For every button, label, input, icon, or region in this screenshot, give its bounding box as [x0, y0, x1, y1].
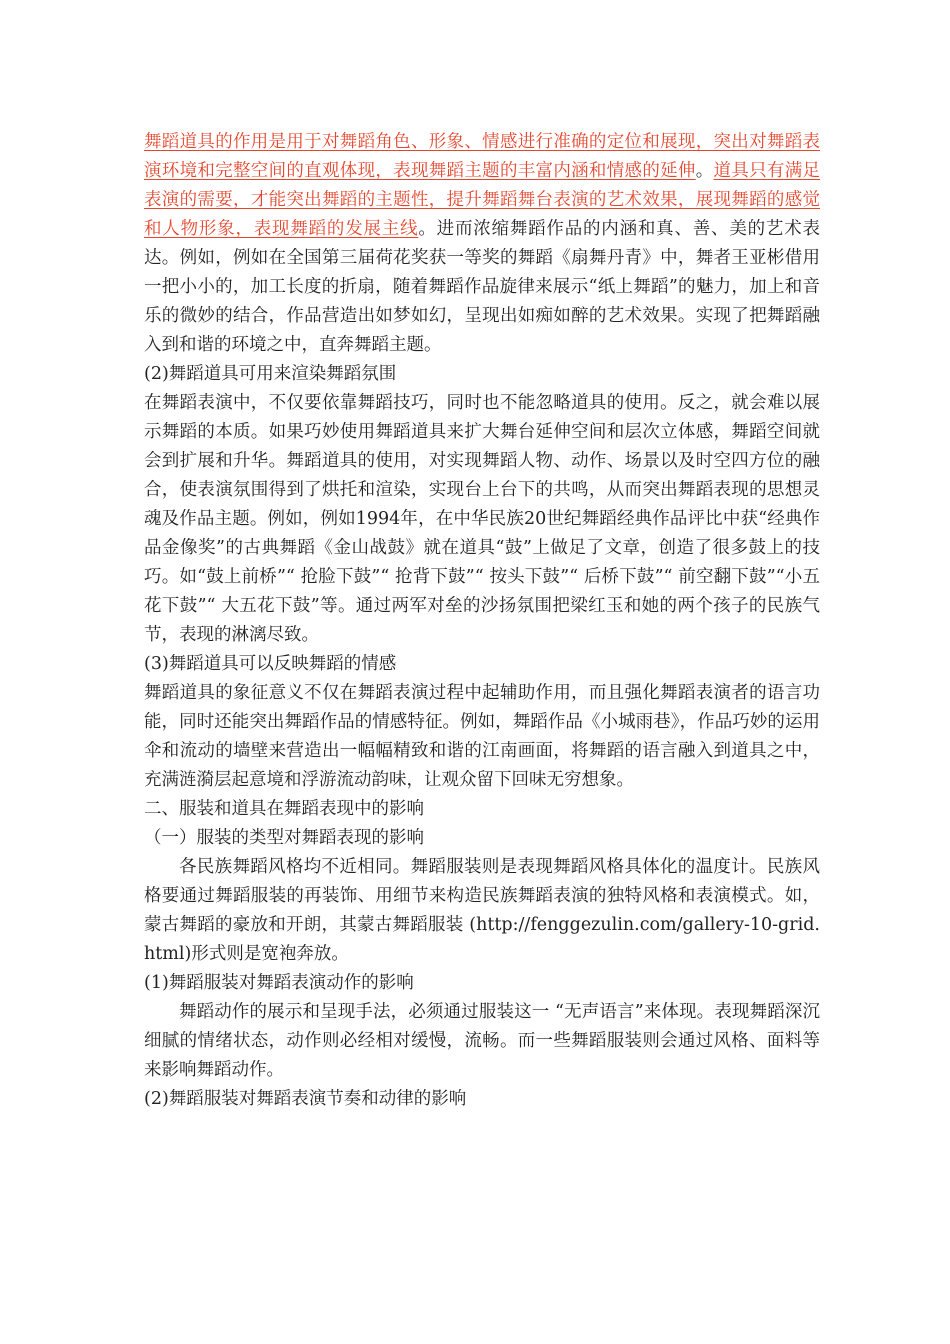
paragraph-text: 。进而浓缩舞蹈作品的内涵和真、善、美的艺术表达。例如，例如在全国第三届荷花奖获一等奖的舞蹈《扇舞丹青》中，舞者王亚彬借用一把小小的，加工长度的折扇，随着舞蹈作品旋律来展示“纸上舞蹈”的魅力，加上和音乐的微妙的结合，作品营造出如梦如幻，呈现出如痴如醉的艺术效果。实现了把舞蹈融入到和谐的环境之中，直奔舞蹈主题。 — [144, 219, 820, 355]
period: 。 — [695, 161, 714, 181]
paragraph-costume-style: 各民族舞蹈风格均不近相同。舞蹈服装则是表现舞蹈风格具体化的温度计。民族风格要通过舞蹈服装的再装饰、用细节来构造民族舞蹈表演的独特风格和表演模式。如，蒙古舞蹈的豪放和开朗，其蒙古舞蹈服装 (http://fenggezulin.com/gallery-10-grid.html)形式则是宽袍奔放。 — [144, 857, 820, 964]
paragraph-emotion: 舞蹈道具的象征意义不仅在舞蹈表演过程中起辅助作用，而且强化舞蹈表演者的语言功能，同时还能突出舞蹈作品的情感特征。例如，舞蹈作品《小城雨巷》，作品巧妙的运用伞和流动的墙壁来营造出一幅幅精致和谐的江南画面，将舞蹈的语言融入到道具之中，充满涟漪层起意境和浮游流动韵味，让观众留下回味无穷想象。 — [144, 683, 820, 790]
paragraph-props-function — [144, 128, 820, 360]
highlighted-sentence-2: 道具只有满足表演的需要，才能突出舞蹈的主题性，提升舞蹈舞台表演的艺术效果，展现舞蹈的感觉和人物形象，表现舞蹈的发展主线 — [144, 161, 821, 239]
highlighted-sentence-1: 舞蹈道具的作用是用于对舞蹈角色、形象、情感进行准确的定位和展现，突出对舞蹈表演环境和完整空间的直观体现，表现舞蹈主题的丰富内涵和情感的延伸 — [144, 132, 820, 181]
heading-costume-rhythm: (2)舞蹈服装对舞蹈表演节奏和动律的影响 — [144, 1089, 467, 1109]
paragraph-atmosphere: 在舞蹈表演中，不仅要依靠舞蹈技巧，同时也不能忽略道具的使用。反之，就会难以展示舞蹈的本质。如果巧妙使用舞蹈道具来扩大舞台延伸空间和层次立体感，舞蹈空间就会到扩展和升华。舞蹈道具的使用，对实现舞蹈人物、动作、场景以及时空四方位的融合，使表演氛围得到了烘托和渲染，实现台上台下的共鸣，从而突出舞蹈表现的思想灵魂及作品主题。例如，例如1994年，在中华民族20世纪舞蹈经典作品评比中获“经典作品金像奖”的古典舞蹈《金山战鼓》就在道具“鼓”上做足了文章，创造了很多鼓上的技巧。如“鼓上前桥”“ 抢脸下鼓”“ 抢背下鼓”“ 按头下鼓”“ 后桥下鼓”“ 前空翻下鼓”“小五花下鼓”“ 大五花下鼓”等。通过两军对垒的沙扬氛围把梁红玉和她的两个孩子的民族气节，表现的淋漓尽致。 — [144, 393, 820, 645]
heading-emotion: (3)舞蹈道具可以反映舞蹈的情感 — [144, 654, 397, 674]
document-body — [144, 128, 820, 1114]
paragraph-costume-movement: 舞蹈动作的展示和呈现手法，必须通过服装这一 “无声语言”来体现。表现舞蹈深沉细腻的情绪状态，动作则必经相对缓慢，流畅。而一些舞蹈服装则会通过风格、面料等来影响舞蹈动作。 — [144, 1002, 820, 1080]
subsection-heading-1: （一）服装的类型对舞蹈表现的影响 — [144, 828, 424, 848]
heading-atmosphere: (2)舞蹈道具可用来渲染舞蹈氛围 — [144, 364, 397, 384]
heading-costume-movement: (1)舞蹈服装对舞蹈表演动作的影响 — [144, 973, 414, 993]
section-heading-2: 二、服装和道具在舞蹈表现中的影响 — [144, 799, 424, 819]
